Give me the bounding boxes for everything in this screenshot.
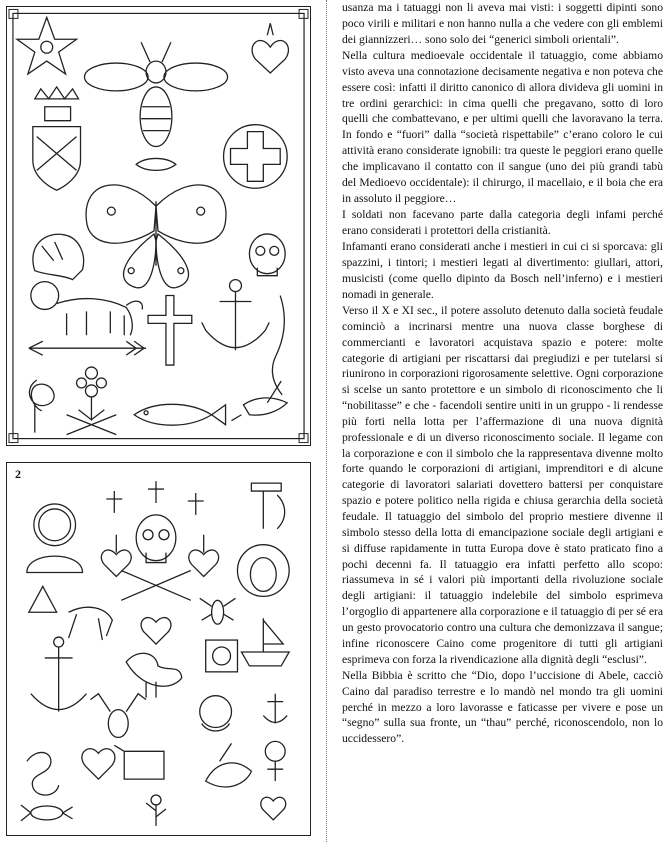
bird-icon [232,381,288,421]
rope-knot-icon [29,380,54,433]
bouquet-icon [77,367,107,421]
griffin-icon [206,743,252,787]
tattoo-plate-1 [6,6,311,446]
fly-icon [200,598,236,624]
goat-icon [69,607,113,640]
butterfly-icon [86,185,226,288]
body-text [342,0,663,747]
lobster-icon [21,805,73,821]
tattoo-plate-2 [6,462,311,836]
tattoo-plate-1-drawing [7,7,310,445]
lion-icon [31,282,143,336]
tools-icon [251,483,284,529]
small-anchor-icon [263,694,287,724]
heart-icon [82,749,115,779]
fish-icon [134,404,225,425]
anchor-icon [31,637,87,712]
small-heart-icon [261,797,286,820]
saint-bust-icon [27,504,83,573]
banner-icon [114,745,164,779]
paragraph-4: Infamanti erano considerati anche i mestieri in cui ci si sporcava: gli spazzini, i tintori; i mestieri legati al divertimento: giullari, attori, musicisti (come quello dipinto da Bosch nell’inferno) e i mestieri nomadi in generale. [342,240,663,301]
ship-icon [241,618,289,666]
cross-icon [148,296,192,366]
skull-icon [249,234,285,395]
horse-head-icon [33,234,84,279]
christ-head-icon [237,545,289,597]
arrow-icon [29,341,146,355]
paragraph-3: I soldati non facevano parte dalla categoria degli infami perché erano considerati i protettori della cristianità. [342,207,663,237]
heart-icon [252,23,288,73]
column-divider [326,0,327,842]
crest-icon [33,87,81,190]
anchor-icon [202,280,270,351]
paragraph-5: Verso il X e XI sec., il potere assoluto detenuto dalla società feudale cominciò a incrinarsi mentre una nuova classe borghese di commercianti e lavoratori acquistava spazio e potere: molte categorie di artigiani per riscattarsi dai pregiudizi e per tutelarsi si riunirono in corporazioni rigorosamente selettive. Ogni corporazione si scelse un santo protettore e un simbolo di riconoscimento che li “nobilitasse” e che - facendoli sentire uniti in un gruppo - li rendesse più forti nella lotta per l’affermazione di una nuova dignità professionale e di un diverso riconoscimento sociale. Il legame con la corporazione e con il simbolo che la rappresentava divenne molto forte quando le corporazioni di artigiani, imprenditori e di alcune categorie di lavoratori salariati dovettero battersi per conquistare spazio e potere politico nella rigida e chiusa gerarchia della società feudale. Il tatuaggio del simbolo del proprio mestiere divenne il simbolo stesso della lotta di emancipazione sociale degli artigiani e si diffuse rapidamente in tutta Europa dove è stato praticato fino a pochi decenni fa. Il tatuaggio era infatti perfetto allo scopo: riassumeva in sé i valori più importanti della rivoluzione sociale degli artigiani: il tatuaggio indelebile del simbolo esprimeva l’orgoglio di appartenere alla corporazione e il tatuaggio di per sé era un gesto provocatorio contro una cultura che demonizzava il sangue; infine riconoscere Caino come progenitore di tutti gli artigiani esprimeva con forza la rivendicazione alla dignità degli “esclusi”. [342,304,663,666]
snake-icon [27,752,59,795]
figure-icon [265,741,285,781]
stag-head-icon [90,694,146,738]
emblem-icon [206,640,238,672]
star-icon [17,17,77,74]
paragraph-1: usanza ma i tatuaggi non li aveva mai visti: i soggetti dipinti sono poco virili e militari e non hanno nulla a che vedere con gli emblemi dei giannizzeri… sono solo dei “generici simboli orientali”. [342,1,663,46]
hanging-hearts-icon [101,535,218,644]
bee-icon [84,42,227,146]
paragraph-6: Nella Bibbia è scritto che “Dio, dopo l’uccisione di Abele, cacciò Caino dal paradiso terrestre e lo mandò nel mondo tra gli uomini perché in mezzo a loro lavorasse e faticasse per vivere e pose un “segno” sulla sua fronte, un “thau” perché, riconoscendolo, non lo uccidessero”. [342,668,663,746]
wreath-icon [200,696,232,731]
tattoo-plate-2-drawing [7,463,310,835]
plate-number: 2 [15,467,21,481]
triangle-icon [29,586,57,612]
small-cross-icon [106,481,203,515]
cross-circle-icon [224,125,288,189]
paragraph-2: Nella cultura medioevale occidentale il tatuaggio, come abbiamo visto aveva una connotazione decisamente negativa e non poteva che essere così: infatti il diritto canonico di allora divideva gli uomini in tre ordini gerarchici: in cima quelli che pregavano, sotto di loro quelli che combattevano, e per ultimi quelli che lavoravano la terra. In fondo e “fuori” dalla “società rispettabile” c’erano coloro le cui attività erano considerate ignobili: tra queste le peggiori erano quelle che implicavano il contatto con il sangue (uno dei più grandi tabù del Medioevo occidentale): il chirurgo, il macellaio, e il boia che era in assoluto il peggiore… [342,49,663,205]
flower-icon [146,795,166,826]
handshake-icon [136,158,176,170]
rooster-icon [126,653,182,697]
